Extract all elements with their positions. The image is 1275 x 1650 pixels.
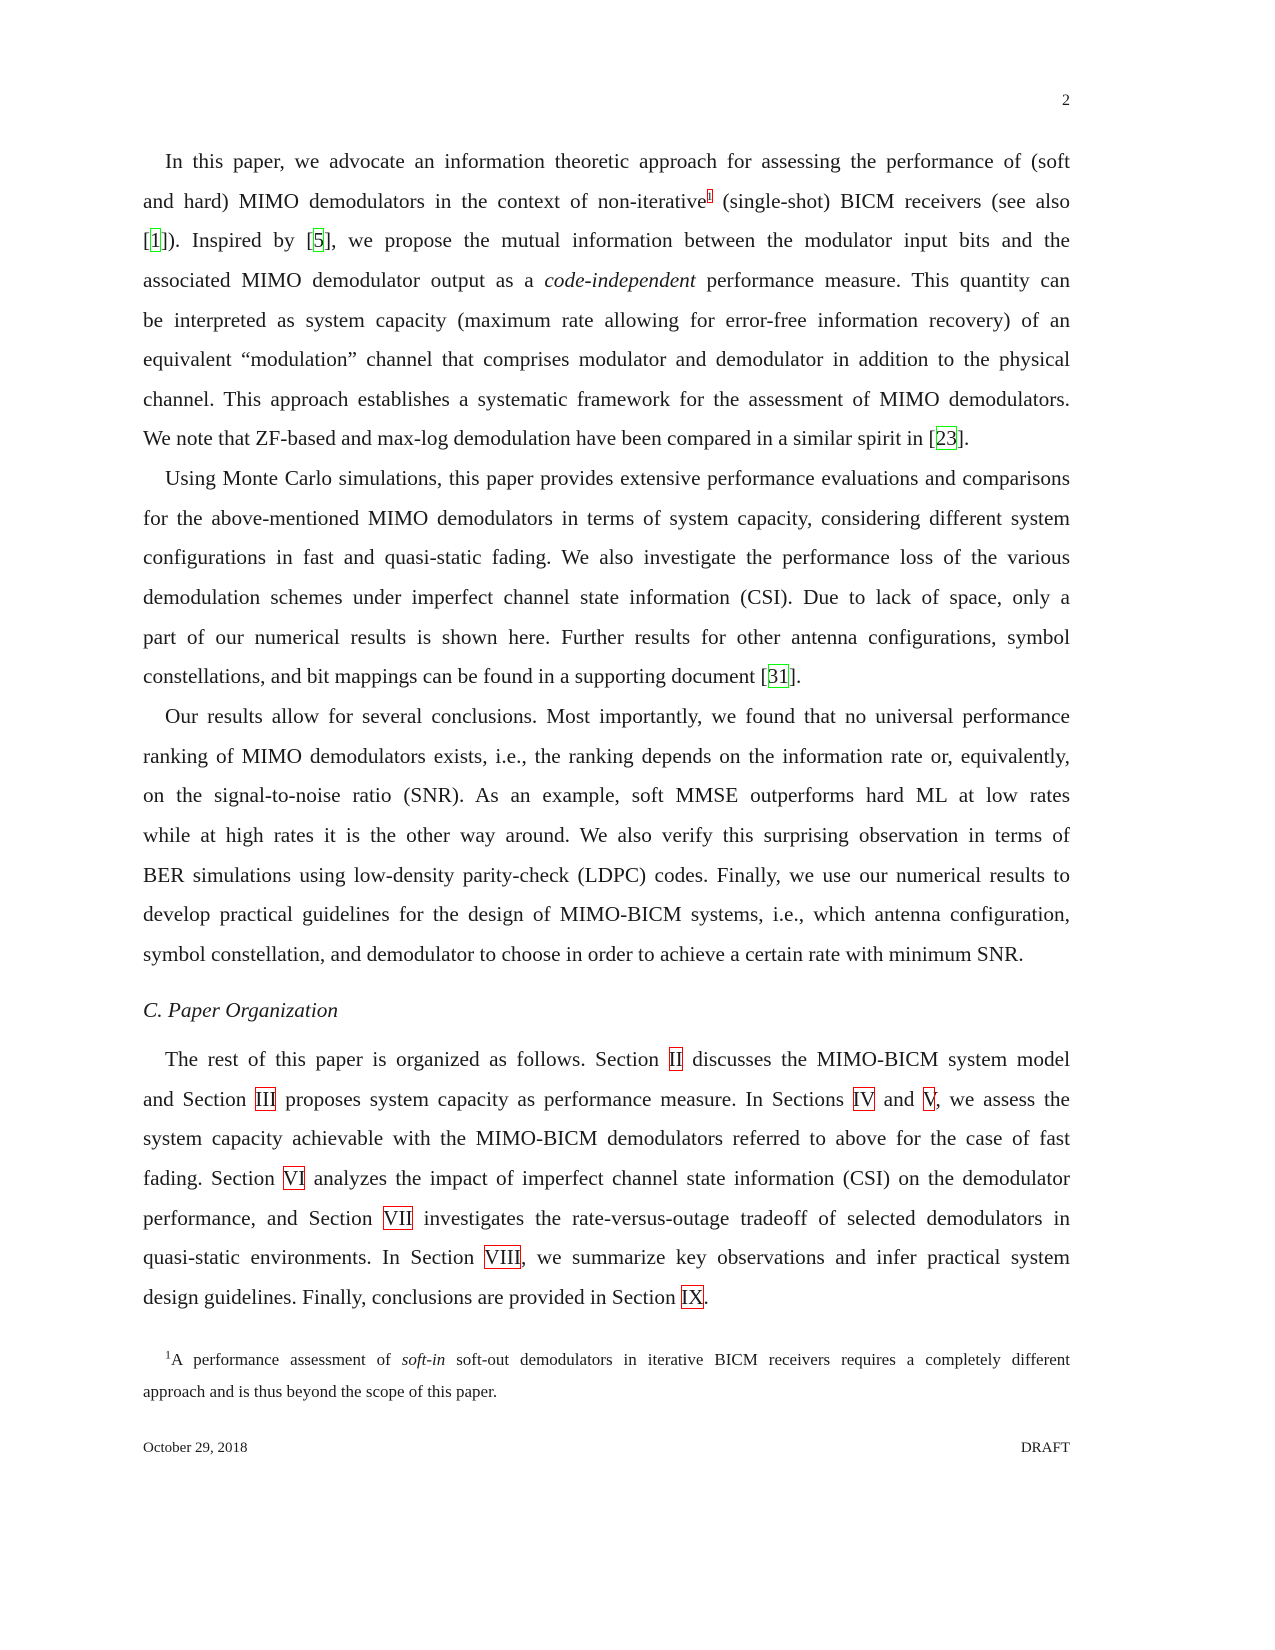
- text-run: , we summarize key observations and infer practical system: [520, 1245, 1070, 1270]
- text-line: [143, 1040, 1070, 1080]
- text-line: [143, 182, 1070, 222]
- text-run: ].: [956, 426, 970, 451]
- text-line: [143, 1376, 1070, 1408]
- citation-link[interactable]: 23: [935, 426, 957, 451]
- text-run: quasi-static environments. In Section: [143, 1245, 485, 1270]
- text-run: Using Monte Carlo simulations, this paper provides extensive performance evaluations and comparisons: [165, 466, 1070, 491]
- text-run: performance, and Section: [143, 1205, 384, 1230]
- citation-link[interactable]: 5: [313, 228, 325, 253]
- text-run: ranking of MIMO demodulators exists, i.e., the ranking depends on the information rate or, equivalently,: [143, 743, 1070, 768]
- text-run: and: [874, 1086, 923, 1111]
- text-line: [143, 380, 1070, 420]
- section-link[interactable]: V: [922, 1086, 936, 1111]
- text-run: ]). Inspired by [: [160, 228, 314, 253]
- text-run: equivalent “modulation” channel that comprises modulator and demodulator in addition to the physical: [143, 347, 1070, 372]
- text-line: [143, 737, 1070, 777]
- text-line: [143, 1199, 1070, 1239]
- section-link[interactable]: VII: [383, 1205, 413, 1230]
- text-run: (single-shot) BICM receivers (see also: [712, 188, 1070, 213]
- text-line: [143, 776, 1070, 816]
- text-run: investigates the rate-versus-outage tradeoff of selected demodulators in: [412, 1205, 1070, 1230]
- text-run: design guidelines. Finally, conclusions are provided in Section: [143, 1284, 682, 1309]
- text-run: BER simulations using low-density parity-check (LDPC) codes. Finally, we use our numerical results to: [143, 862, 1070, 887]
- text-line: [143, 1344, 1070, 1376]
- text-run: discusses the MIMO-BICM system model: [682, 1047, 1070, 1071]
- text-run: and hard) MIMO demodulators in the context of non-iterative: [143, 188, 707, 213]
- text-line: [143, 578, 1070, 618]
- text-run: A performance assessment of: [171, 1350, 402, 1369]
- citation-link[interactable]: 1: [150, 228, 161, 253]
- text-run: while at high rates it is the other way around. We also verify this surprising observation in terms of: [143, 822, 1070, 847]
- text-run: In this paper, we advocate an information theoretic approach for assessing the performance of (soft: [165, 149, 1070, 173]
- text-line: [143, 1278, 1070, 1318]
- section-link[interactable]: IV: [852, 1086, 875, 1111]
- text-run: develop practical guidelines for the design of MIMO-BICM systems, i.e., which antenna configuration,: [143, 902, 1070, 927]
- text-run: system capacity achievable with the MIMO-BICM demodulators referred to above for the case of fast: [143, 1126, 1070, 1151]
- footnote-marker: 1: [165, 1347, 171, 1362]
- citation-link[interactable]: 31: [767, 664, 789, 689]
- text-line: [143, 538, 1070, 578]
- text-run: part of our numerical results is shown here. Further results for other antenna configurations, symbol: [143, 624, 1070, 649]
- text-line: [143, 499, 1070, 539]
- text-line: [143, 221, 1070, 261]
- text-run: configurations in fast and quasi-static fading. We also investigate the performance loss of the various: [143, 545, 1070, 570]
- paragraph: [143, 697, 1070, 974]
- text-run: Our results allow for several conclusions. Most importantly, we found that no universal performance: [165, 703, 1070, 728]
- text-run: .: [703, 1284, 709, 1309]
- text-line: [143, 657, 1070, 697]
- text-line: [143, 816, 1070, 856]
- paragraph: [143, 142, 1070, 459]
- text-run: soft-out demodulators in iterative BICM receivers requires a completely different: [445, 1350, 1070, 1369]
- organization-body: [143, 1040, 1070, 1317]
- paragraph: [143, 459, 1070, 697]
- introduction-body: [143, 142, 1070, 974]
- text-run: [: [143, 228, 151, 253]
- text-run: ], we propose the mutual information between the modulator input bits and the: [324, 228, 1070, 253]
- text-line: [143, 1080, 1070, 1120]
- text-run: The rest of this paper is organized as follows. Section: [165, 1047, 669, 1071]
- text-line: [143, 261, 1070, 301]
- text-line: [143, 340, 1070, 380]
- footer-status: DRAFT: [1020, 1440, 1070, 1456]
- footnote-link[interactable]: 1: [706, 188, 713, 203]
- text-line: [143, 895, 1070, 935]
- text-line: [143, 618, 1070, 658]
- section-link[interactable]: VIII: [484, 1245, 521, 1270]
- text-line: [143, 856, 1070, 896]
- section-link[interactable]: III: [255, 1086, 277, 1111]
- text-run: demodulation schemes under imperfect channel state information (CSI). Due to lack of space, only a: [143, 585, 1070, 610]
- text-line: [143, 459, 1070, 499]
- text-run: associated MIMO demodulator output as a: [143, 267, 545, 292]
- text-line: [143, 935, 1070, 975]
- text-line: [143, 419, 1070, 459]
- text-run: analyzes the impact of imperfect channel state information (CSI) on the demodulator: [305, 1165, 1070, 1190]
- text-run: proposes system capacity as performance measure. In Sections: [276, 1086, 853, 1111]
- text-line: [143, 1238, 1070, 1278]
- text-run: and Section: [143, 1086, 256, 1111]
- text-line: [143, 142, 1070, 182]
- text-run: performance measure. This quantity can: [695, 267, 1070, 292]
- emphasis-text: code-independent: [544, 267, 696, 292]
- text-run: fading. Section: [143, 1165, 283, 1190]
- paragraph: [143, 1040, 1070, 1317]
- text-run: constellations, and bit mappings can be found in a supporting document [: [143, 664, 768, 689]
- text-line: [143, 301, 1070, 341]
- footer-date: October 29, 2018: [143, 1440, 248, 1456]
- section-link[interactable]: IX: [681, 1284, 704, 1309]
- text-run: on the signal-to-noise ratio (SNR). As an example, soft MMSE outperforms hard ML at low rates: [143, 783, 1070, 808]
- text-run: symbol constellation, and demodulator to choose in order to achieve a certain rate with minimum SNR.: [143, 941, 1024, 966]
- text-run: be interpreted as system capacity (maximum rate allowing for error-free information recovery) of an: [143, 307, 1070, 332]
- text-run: , we assess the: [935, 1086, 1070, 1111]
- text-line: [143, 1119, 1070, 1159]
- text-run: ].: [788, 664, 802, 689]
- text-line: [143, 1159, 1070, 1199]
- text-run: channel. This approach establishes a systematic framework for the assessment of MIMO demodulators.: [143, 386, 1070, 411]
- emphasis-text: soft-in: [401, 1350, 446, 1369]
- footnote: [143, 1344, 1070, 1408]
- section-link[interactable]: II: [668, 1047, 683, 1071]
- text-run: approach and is thus beyond the scope of this paper.: [143, 1382, 498, 1401]
- section-heading: C. Paper Organization: [143, 998, 339, 1022]
- section-link[interactable]: VI: [282, 1165, 306, 1190]
- text-run: for the above-mentioned MIMO demodulators in terms of system capacity, considering different system: [143, 505, 1070, 530]
- text-run: We note that ZF-based and max-log demodulation have been compared in a similar spirit in [: [143, 426, 936, 451]
- page-number: 2: [1062, 92, 1070, 109]
- text-line: [143, 697, 1070, 737]
